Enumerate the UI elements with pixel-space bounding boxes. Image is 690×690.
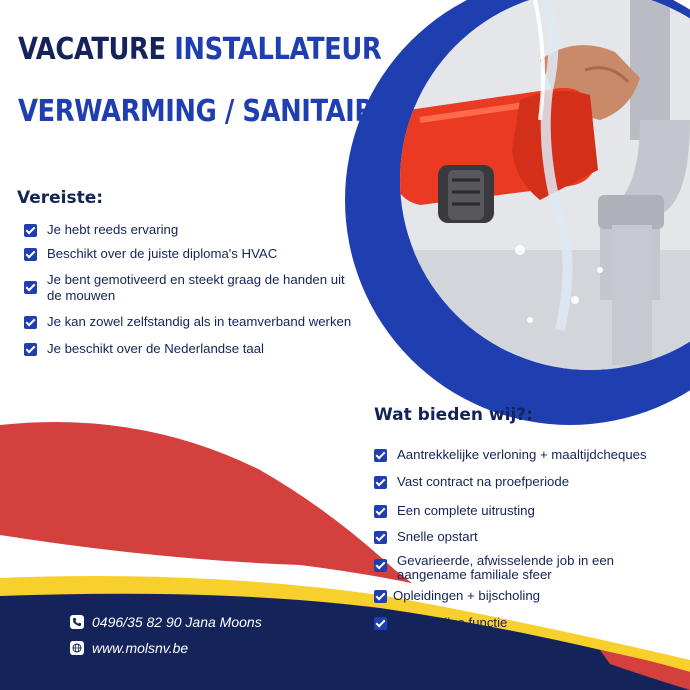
website-link: www.molsnv.be — [92, 640, 189, 656]
contact-website[interactable] — [70, 640, 188, 656]
check-icon — [374, 531, 387, 544]
list-item: Vast contract na proefperiode — [374, 474, 569, 490]
list-item: Je beschikt over de Nederlandse taal — [24, 341, 264, 357]
check-icon — [24, 224, 37, 237]
check-icon — [374, 617, 387, 630]
check-icon — [374, 559, 387, 572]
title-word-installateur: INSTALLATEUR — [174, 32, 382, 67]
title-line-2: VERWARMING / SANITAIR — [18, 94, 374, 129]
title-word-vacature: VACATURE — [18, 32, 166, 67]
contact-phone[interactable] — [70, 614, 262, 630]
check-icon — [24, 316, 37, 329]
list-item: Zelfstandige functie — [374, 615, 507, 631]
check-icon — [24, 281, 37, 294]
list-item: Beschikt over de juiste diploma's HVAC — [24, 246, 277, 262]
check-icon — [374, 590, 387, 603]
check-icon — [374, 476, 387, 489]
phone-text: 0496/35 82 90 Jana Moons — [92, 614, 262, 630]
globe-icon — [70, 641, 84, 655]
offer-heading: Wat bieden wij?: — [374, 405, 533, 425]
list-item: Aantrekkelijke verloning + maaltijdcheques — [374, 447, 647, 463]
list-item: Je bent gemotiveerd en steekt graag de handen uit de mouwen — [24, 272, 354, 304]
list-item: Je hebt reeds ervaring — [24, 222, 178, 238]
check-icon — [24, 248, 37, 261]
list-item: Snelle opstart — [374, 529, 478, 545]
phone-icon — [70, 615, 84, 629]
list-item: Je kan zowel zelfstandig als in teamverband werken — [24, 314, 351, 330]
check-icon — [24, 343, 37, 356]
requirements-heading: Vereiste: — [17, 188, 104, 208]
list-item: Gevarieerde, afwisselende job in een aangename familiale sfeer — [374, 554, 654, 582]
list-item: Een complete uitrusting — [374, 503, 535, 519]
check-icon — [374, 505, 387, 518]
list-item: Opleidingen + bijscholing — [374, 588, 540, 604]
check-icon — [374, 449, 387, 462]
title-line-1 — [18, 32, 381, 68]
